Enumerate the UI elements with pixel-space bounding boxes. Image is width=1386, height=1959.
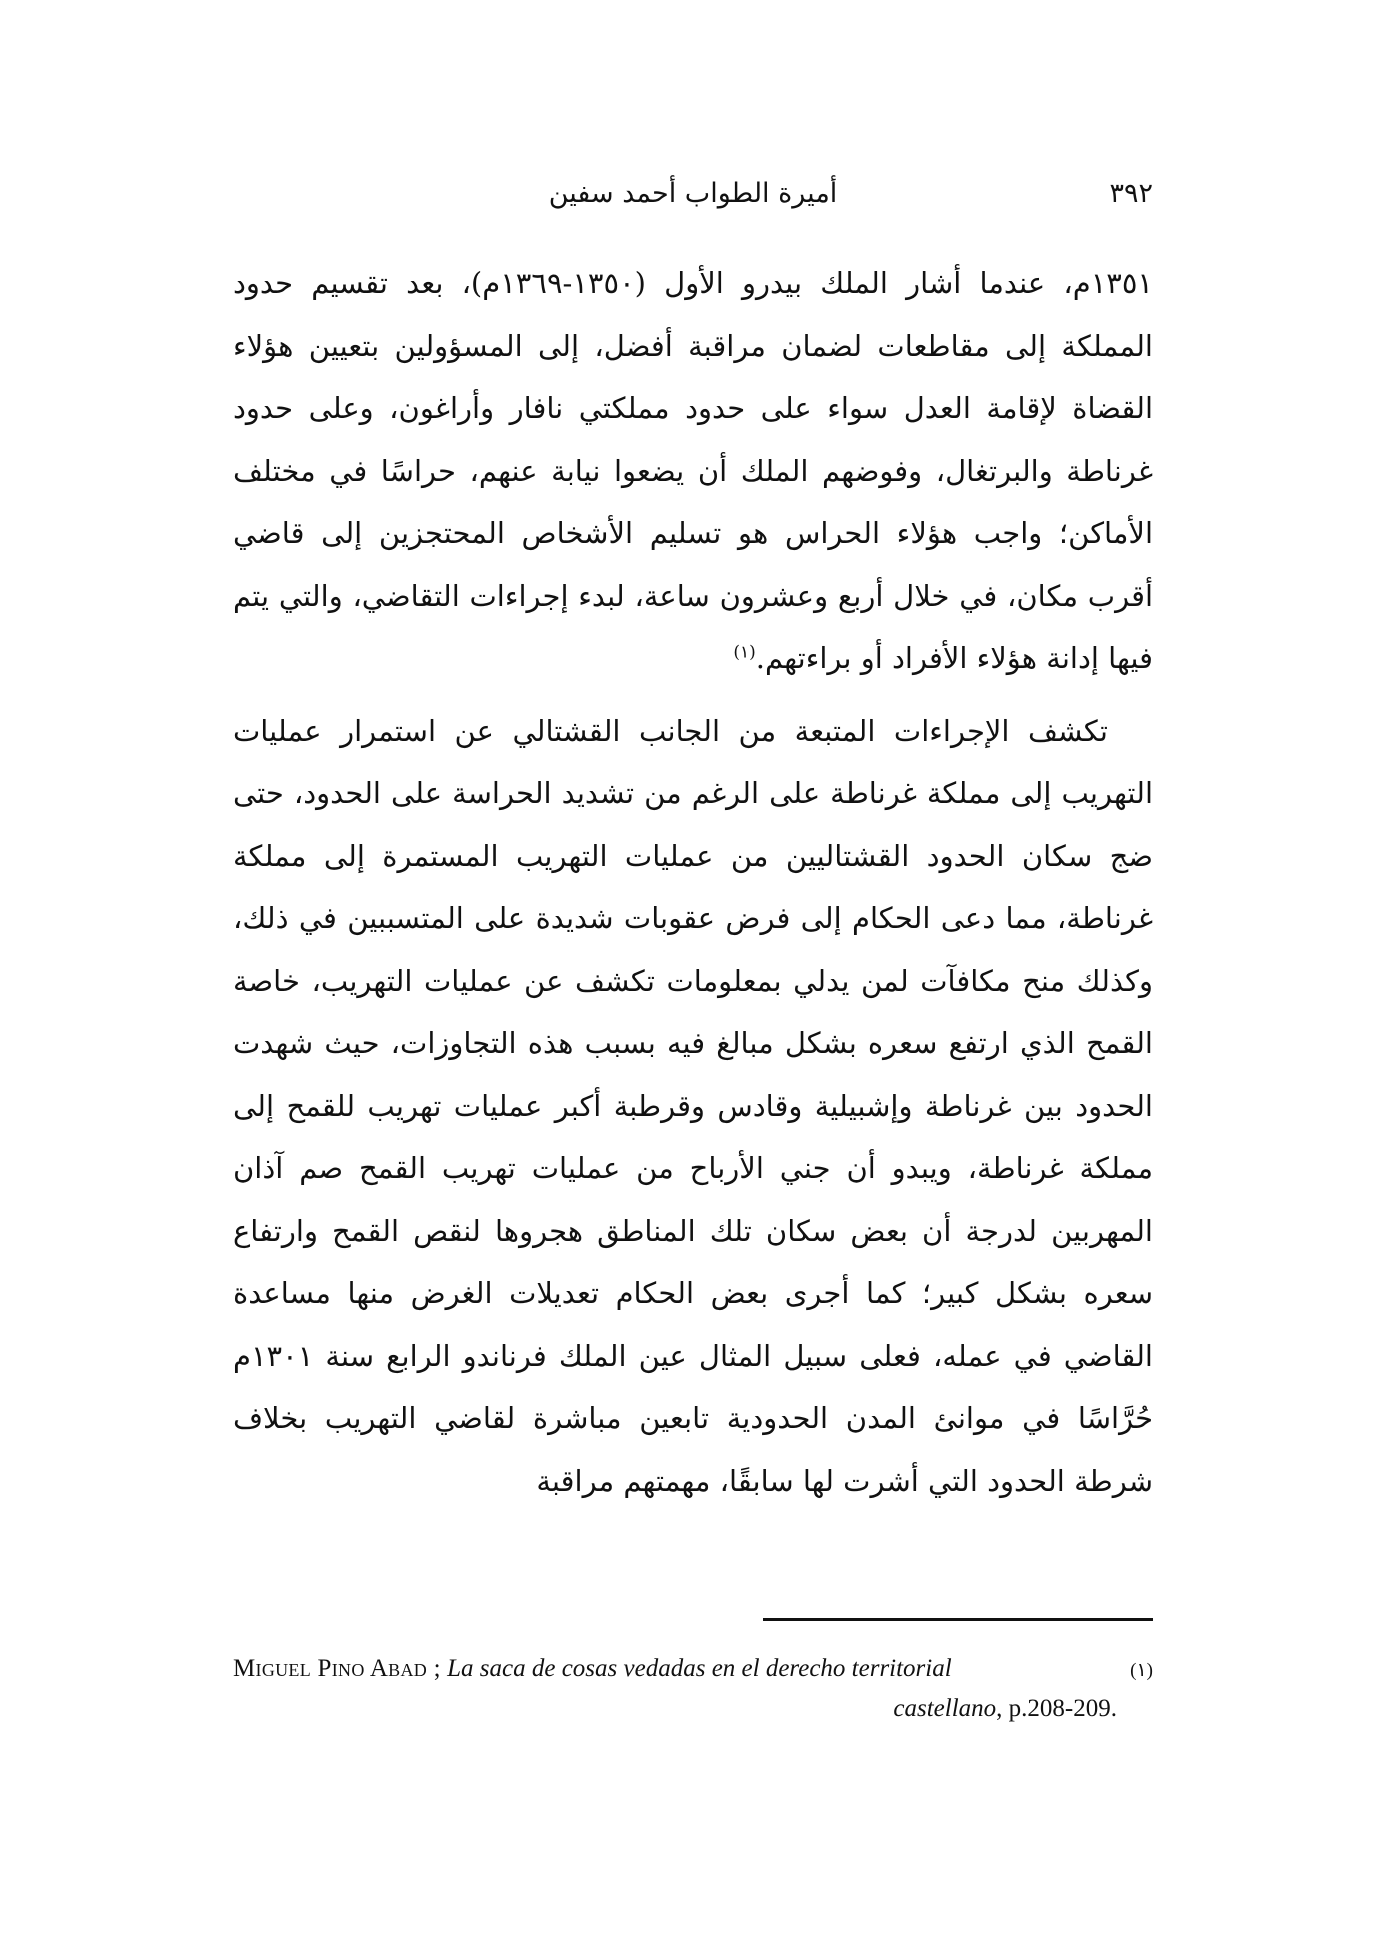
footnote <box>233 1650 1153 1728</box>
footnote-reference[interactable]: (١) <box>733 642 756 663</box>
footnote-marker: (١) <box>1130 1660 1153 1681</box>
paragraph-2: تكشف الإجراءات المتبعة من الجانب القشتالي عن استمرار عمليات التهريب إلى مملكة غرناطة على الرغم من تشديد الحراسة على الحدود، حتى ضج سكان الحدود القشتاليين من عمليات التهريب المستمرة إلى مملكة غرناطة، مما دعى الحكام إلى فرض عقوبات شديدة على المتسببين في ذلك، وكذلك منح مكافآت لمن يدلي بمعلومات تكشف عن عمليات التهريب، خاصة القمح الذي ارتفع سعره بشكل مبالغ فيه بسبب هذه التجاوزات، حيث شهدت الحدود بين غرناطة وإشبيلية وقادس وقرطبة أكبر عمليات تهريب للقمح إلى مملكة غرناطة، ويبدو أن جني الأرباح من عمليات تهريب القمح صم آذان المهربين لدرجة أن بعض سكان تلك المناطق هجروها لنقص القمح وارتفاع سعره بشكل كبير؛ كما أجرى بعض الحكام تعديلات الغرض منها مساعدة القاضي في عمله، فعلى سبيل المثال عين الملك فرناندو الرابع سنة ١٣٠١م حُرَّاسًا في موانئ المدن الحدودية تابعين مباشرة لقاضي التهريب بخلاف شرطة الحدود التي أشرت لها سابقًا، مهمتهم مراقبة <box>233 713 1153 1498</box>
footnote-title-part1: La saca de cosas vedadas en el derecho territorial <box>447 1655 952 1682</box>
paragraph-1-text: ١٣٥١م، عندما أشار الملك بيدرو الأول (١٣٥٠-١٣٦٩م)، بعد تقسيم حدود المملكة إلى مقاطعات لضمان مراقبة أفضل، إلى المسؤولين بتعيين هؤلاء القضاة لإقامة العدل سواء على حدود مملكتي نافار وأراغون، وعلى حدود غرناطة والبرتغال، وفوضهم الملك أن يضعوا نيابة عنهم، حراسًا في مختلف الأماكن؛ واجب هؤلاء الحراس هو تسليم الأشخاص المحتجزين إلى قاضي أقرب مكان، في خلال أربع وعشرون ساعة، لبدء إجراءات التقاضي، والتي يتم فيها إدانة هؤلاء الأفراد أو براءتهم. <box>233 266 1153 675</box>
body-text <box>233 252 1153 1512</box>
footnote-author: Miguel Pino Abad ; <box>233 1655 441 1682</box>
footnote-line-2 <box>233 1690 1153 1728</box>
footnote-line-1 <box>233 1650 1153 1690</box>
footnote-separator <box>763 1618 1153 1621</box>
running-header <box>233 168 1153 218</box>
footnote-pages: , p.208-209. <box>996 1695 1117 1722</box>
footnote-title-part2: castellano <box>893 1695 997 1722</box>
footnote-citation-start <box>233 1650 952 1688</box>
page-number: ٣٩٢ <box>1109 177 1153 209</box>
header-author: أميرة الطواب أحمد سفين <box>548 177 838 209</box>
paragraph-1 <box>233 252 1153 690</box>
